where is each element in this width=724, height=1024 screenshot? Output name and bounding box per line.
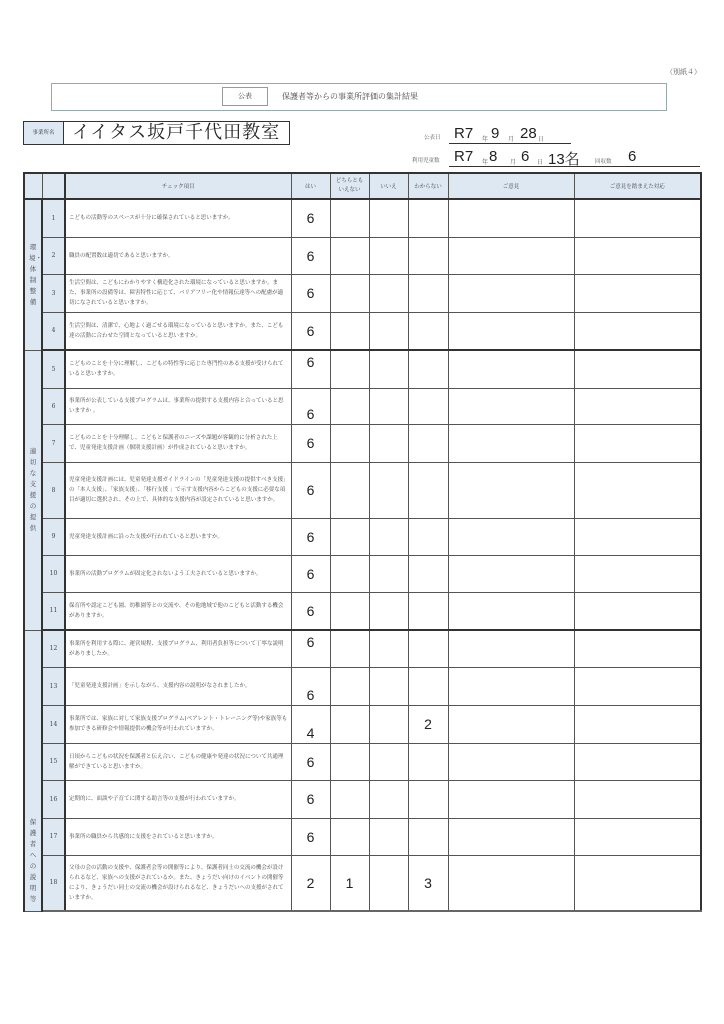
response-cell [574, 630, 701, 667]
form-number: （別紙４） [666, 68, 701, 76]
count-neutral [330, 518, 369, 555]
count-yes: 4 [291, 705, 330, 743]
count-no [369, 592, 408, 630]
check-item-text: 児童発達支援計画には、児童発達支援ガイドラインの「児童発達支援の提供すべき支援」の「本人支援」、「家族支援」、「移行支援 」で示す支援内容からこどもの支援に必要な項目が適切に選択され、その上で、具体的な支援内容が設定されていると思いますか。 [65, 462, 291, 518]
count-yes: 6 [291, 462, 330, 518]
count-unknown [408, 274, 448, 312]
row-number: 18 [42, 855, 65, 911]
row-number: 14 [42, 705, 65, 743]
header-check-item: チェック項目 [65, 173, 291, 199]
opinion-cell [448, 518, 574, 555]
check-item-text: 児童発達支援計画に沿った支援が行われていると思いますか。 [65, 518, 291, 555]
opinion-cell [448, 630, 574, 667]
count-unknown [408, 388, 448, 424]
count-unknown [408, 350, 448, 388]
count-yes: 6 [291, 388, 330, 424]
table-row [24, 518, 701, 555]
row-number: 5 [42, 350, 65, 388]
table-row [24, 312, 701, 350]
row-number: 7 [42, 424, 65, 462]
count-neutral [330, 630, 369, 667]
check-item-text: こどものことを十分理解し、こどもと保護者のニーズや課題が客観的に分析された上で、児童発達支援計画（個別支援計画）が作成されていると思いますか。 [65, 424, 291, 462]
table-row [24, 667, 701, 705]
category-label: 保護者への説明等 [29, 817, 37, 903]
office-label: 事業所名 [23, 121, 64, 145]
count-unknown [408, 199, 448, 237]
table-row [24, 350, 701, 388]
count-unknown [408, 630, 448, 667]
count-yes: 6 [291, 818, 330, 855]
table-row [24, 199, 701, 237]
opinion-cell [448, 705, 574, 743]
count-unknown [408, 424, 448, 462]
count-neutral [330, 237, 369, 274]
table-row [24, 630, 701, 667]
category-label: 適切な支援の提供 [29, 447, 37, 532]
row-number: 13 [42, 667, 65, 705]
header-no: いいえ [369, 173, 408, 199]
count-neutral [330, 705, 369, 743]
count-unknown [408, 555, 448, 592]
response-cell [574, 312, 701, 350]
table-row [24, 274, 701, 312]
opinion-cell [448, 199, 574, 237]
response-cell [574, 592, 701, 630]
publish-day: 28 [520, 125, 537, 142]
count-no [369, 237, 408, 274]
survey-month: 8 [489, 148, 498, 165]
survey-children: 13名 [548, 151, 580, 168]
table-row [24, 237, 701, 274]
survey-year-unit: 年 [482, 159, 489, 166]
check-item-text: 生活空間は、こどもにわかりやすく構造化された環境になっていると思いますか。また、事業所の設備等は、障害特性に応じて、バリアフリー化や情報伝達等への配慮が適切になされていると思いますか。 [65, 274, 291, 312]
count-no [369, 312, 408, 350]
row-number: 12 [42, 630, 65, 667]
page-title: 保護者等からの事業所評価の集計結果 [282, 92, 418, 101]
response-cell [574, 780, 701, 818]
count-no [369, 518, 408, 555]
check-item-text: こどもの活動等のスペースが十分に確保されていると思いますか。 [65, 199, 291, 237]
count-yes: 6 [291, 592, 330, 630]
count-neutral [330, 312, 369, 350]
count-neutral [330, 667, 369, 705]
row-number: 9 [42, 518, 65, 555]
count-yes: 6 [291, 518, 330, 555]
count-unknown [408, 667, 448, 705]
count-yes: 6 [291, 630, 330, 667]
category-label: 環境・体制整備 [29, 242, 42, 306]
opinion-cell [448, 743, 574, 780]
header-neutral: どちらともいえない [330, 173, 369, 199]
publish-month-unit: 月 [508, 136, 515, 143]
count-no [369, 818, 408, 855]
count-no [369, 780, 408, 818]
count-neutral [330, 424, 369, 462]
check-item-text: 定期的に、面談や子育てに関する助言等の支援が行われていますか。 [65, 780, 291, 818]
header-unknown: わからない [408, 173, 448, 199]
response-cell [574, 743, 701, 780]
count-yes: 6 [291, 555, 330, 592]
count-neutral [330, 743, 369, 780]
check-item-text: 事業所の活動プログラムが固定化されないよう工夫されていると思いますか。 [65, 555, 291, 592]
survey-day-unit: 日 [537, 159, 544, 166]
count-unknown [408, 743, 448, 780]
survey-day: 6 [521, 148, 530, 165]
count-no [369, 743, 408, 780]
publish-date-label: 公表日 [424, 135, 441, 141]
response-cell [574, 818, 701, 855]
check-item-text: こどものことを十分に理解し、こどもの特性等に応じた専門性のある支援が受けられていると思いますか。 [65, 350, 291, 388]
evaluation-table [23, 172, 702, 912]
header-yes: はい [291, 173, 330, 199]
opinion-cell [448, 780, 574, 818]
publish-month: 9 [491, 125, 500, 142]
opinion-cell [448, 312, 574, 350]
response-cell [574, 350, 701, 388]
table-row [24, 388, 701, 424]
count-unknown [408, 780, 448, 818]
opinion-cell [448, 237, 574, 274]
row-number: 16 [42, 780, 65, 818]
count-neutral [330, 555, 369, 592]
response-cell [574, 518, 701, 555]
opinion-cell [448, 350, 574, 388]
count-unknown [408, 818, 448, 855]
check-item-text: 事業所が公表している支援プログラムは、事業所の提供する支援内容と合っていると思いますか 。 [65, 388, 291, 424]
table-row [24, 818, 701, 855]
count-neutral [330, 592, 369, 630]
opinion-cell [448, 274, 574, 312]
count-no [369, 462, 408, 518]
count-no [369, 350, 408, 388]
table-row [24, 592, 701, 630]
count-yes: 6 [291, 780, 330, 818]
publish-year-unit: 年 [482, 136, 489, 143]
survey-month-unit: 月 [510, 159, 517, 166]
count-unknown [408, 592, 448, 630]
table-row [24, 780, 701, 818]
response-cell [574, 555, 701, 592]
count-neutral [330, 780, 369, 818]
count-neutral [330, 350, 369, 388]
check-item-text: 事業所を利用する際に、運営規程、支援プログラム、利用者負担等について丁寧な説明がありましたか。 [65, 630, 291, 667]
count-yes: 6 [291, 667, 330, 705]
table-header [24, 173, 701, 199]
count-unknown [408, 518, 448, 555]
table-row [24, 855, 701, 911]
count-no [369, 705, 408, 743]
row-number: 4 [42, 312, 65, 350]
office-name: イイタス坂戸千代田教室 [64, 121, 290, 145]
header-number [42, 173, 65, 199]
count-neutral [330, 462, 369, 518]
opinion-cell [448, 388, 574, 424]
check-item-text: 父母の会の活動の支援や、保護者会等の開催等により、保護者同士の交流の機会が設けられるなど、家族への支援がされているか。また、きょうだい向けのイベントの開催等により、きょうだい同士の交流の機会が設けられるなど、きょうだいへの支援がされていますか。 [65, 855, 291, 911]
public-tag: 公表 [222, 87, 268, 106]
count-yes: 6 [291, 350, 330, 388]
check-item-text: 事業所の職員から共感的に支援をされていると思いますか。 [65, 818, 291, 855]
count-yes: 6 [291, 237, 330, 274]
row-number: 1 [42, 199, 65, 237]
count-neutral [330, 199, 369, 237]
check-item-text: 職員の配置数は適切であると思いますか。 [65, 237, 291, 274]
check-item-text: 保育所や認定こども園、幼稚園等との交流や、その他地域で他のこどもと活動する機会がありますか。 [65, 592, 291, 630]
count-yes: 6 [291, 199, 330, 237]
publish-day-unit: 日 [538, 136, 545, 143]
count-unknown: 2 [408, 705, 448, 743]
survey-label: 利用児童数 [412, 158, 440, 164]
count-yes: 6 [291, 743, 330, 780]
response-cell [574, 388, 701, 424]
category-cell [24, 350, 42, 630]
row-number: 2 [42, 237, 65, 274]
count-unknown [408, 462, 448, 518]
count-yes: 6 [291, 424, 330, 462]
check-item-text: 「児童発達支援計画」を示しながら、支援内容の説明がなされましたか。 [65, 667, 291, 705]
response-cell [574, 462, 701, 518]
count-no [369, 388, 408, 424]
row-number: 6 [42, 388, 65, 424]
publish-era: R7 [454, 125, 474, 142]
count-no [369, 555, 408, 592]
responses-count: 6 [628, 148, 637, 165]
responses-label: 回収数 [595, 159, 612, 165]
count-neutral [330, 274, 369, 312]
count-unknown [408, 237, 448, 274]
table-row [24, 424, 701, 462]
count-unknown: 3 [408, 855, 448, 911]
count-yes: 6 [291, 274, 330, 312]
count-yes: 2 [291, 855, 330, 911]
check-item-text: 日頃からこどもの状況を保護者と伝え合い、こどもの健康や発達の状況について共通理解ができていると思いますか。 [65, 743, 291, 780]
row-number: 15 [42, 743, 65, 780]
count-no [369, 667, 408, 705]
count-no [369, 630, 408, 667]
table-row [24, 555, 701, 592]
header-opinion: ご意見 [448, 173, 574, 199]
count-neutral [330, 388, 369, 424]
opinion-cell [448, 818, 574, 855]
row-number: 11 [42, 592, 65, 630]
header-response: ご意見を踏まえた対応 [574, 173, 701, 199]
count-yes: 6 [291, 312, 330, 350]
count-no [369, 274, 408, 312]
table-row [24, 705, 701, 743]
row-number: 8 [42, 462, 65, 518]
count-unknown [408, 312, 448, 350]
response-cell [574, 199, 701, 237]
row-number: 3 [42, 274, 65, 312]
count-no [369, 199, 408, 237]
response-cell [574, 424, 701, 462]
response-cell [574, 237, 701, 274]
category-cell [24, 630, 42, 911]
count-no [369, 424, 408, 462]
check-item-text: 事業所では、家族に対して家族支援プログラム(ペアレント・トレーニング等)や家族等も参加できる研修会や情報提供の機会等が行われていますか。 [65, 705, 291, 743]
opinion-cell [448, 667, 574, 705]
opinion-cell [448, 592, 574, 630]
table-row [24, 462, 701, 518]
table-row [24, 743, 701, 780]
row-number: 17 [42, 818, 65, 855]
response-cell [574, 855, 701, 911]
count-neutral [330, 818, 369, 855]
check-item-text: 生活空間は、清潔で、心地よく過ごせる環境になっていると思いますか。また、こども達の活動に合わせた空間となっていると思いますか。 [65, 312, 291, 350]
response-cell [574, 274, 701, 312]
opinion-cell [448, 855, 574, 911]
count-neutral: 1 [330, 855, 369, 911]
opinion-cell [448, 462, 574, 518]
category-cell [24, 199, 42, 350]
response-cell [574, 705, 701, 743]
header-category [24, 173, 42, 199]
opinion-cell [448, 424, 574, 462]
response-cell [574, 667, 701, 705]
survey-era: R7 [454, 148, 474, 165]
opinion-cell [448, 555, 574, 592]
count-no [369, 855, 408, 911]
row-number: 10 [42, 555, 65, 592]
